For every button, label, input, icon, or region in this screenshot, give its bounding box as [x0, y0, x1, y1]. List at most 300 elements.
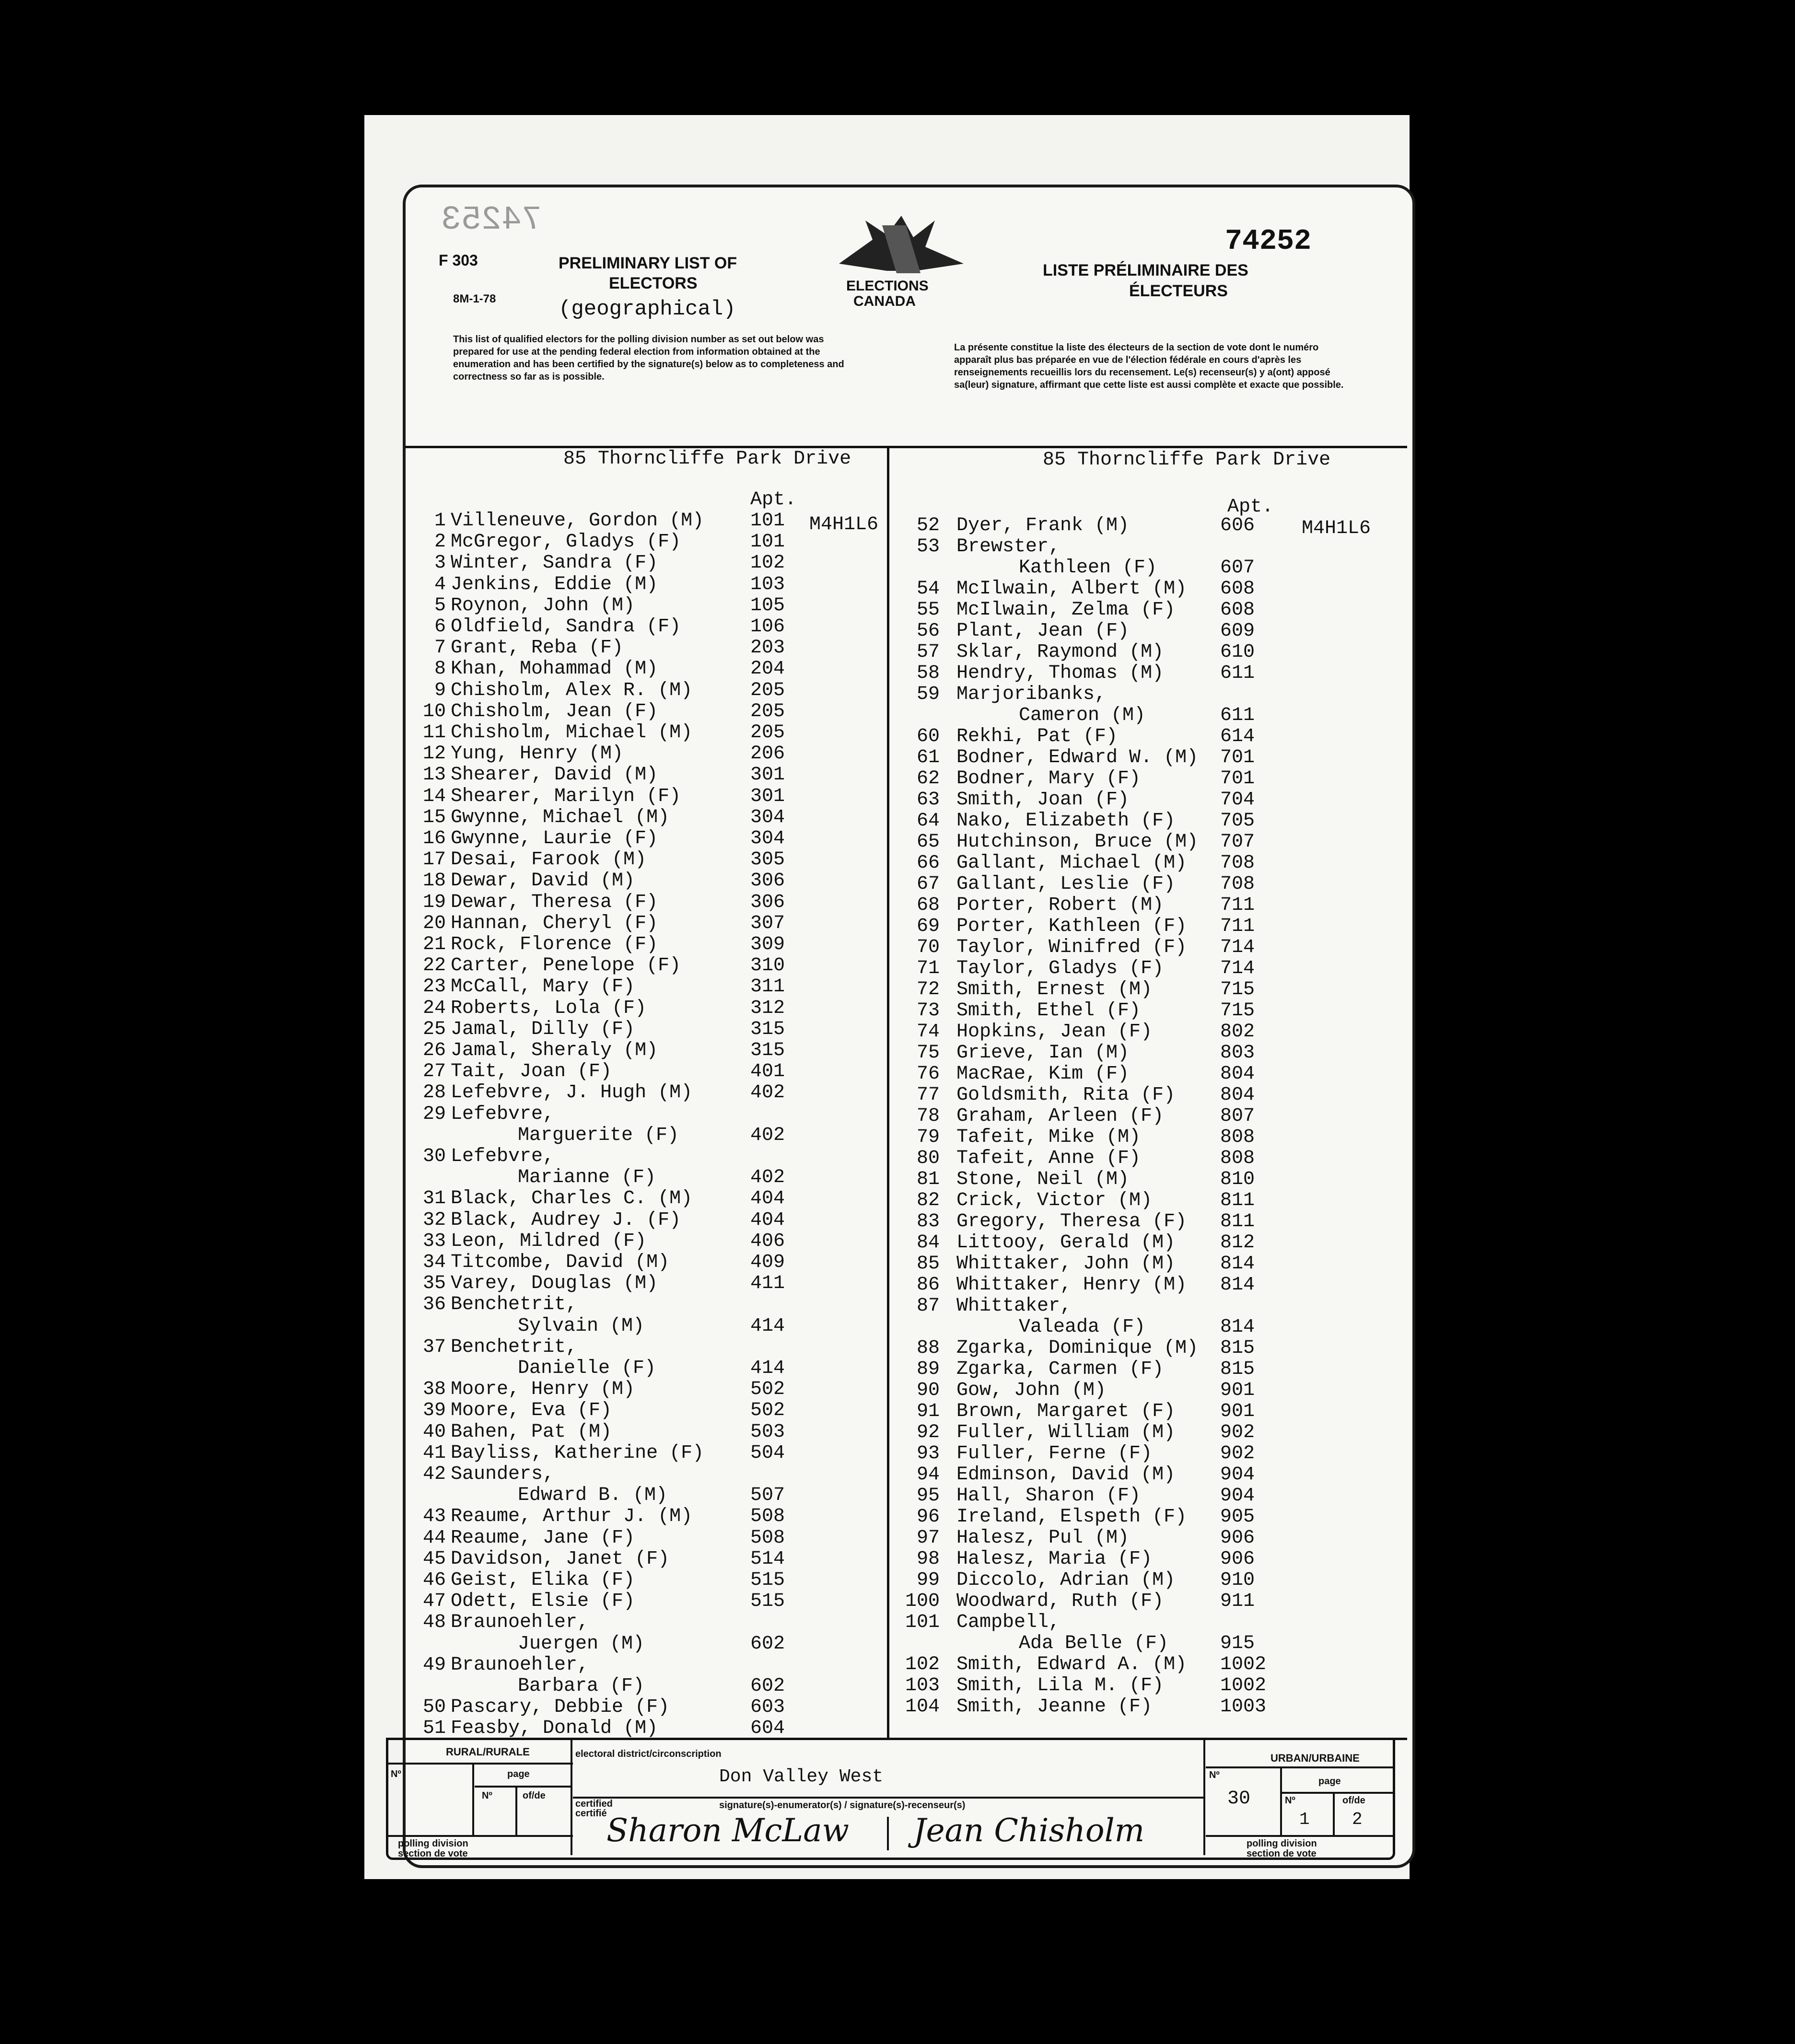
elector-name: Hopkins, Jean (F) [956, 1021, 1153, 1043]
elector-name: Odett, Elsie (F) [451, 1591, 635, 1613]
elector-apartment: 803 [1220, 1042, 1255, 1064]
elector-apartment: 714 [1220, 958, 1255, 979]
elector-row [889, 536, 1407, 557]
elector-number: 83 [916, 1211, 940, 1232]
certified-label: certified [575, 1799, 613, 1809]
elector-row [889, 1675, 1407, 1696]
elector-name: Moore, Henry (M) [451, 1379, 635, 1401]
elector-apartment: 902 [1220, 1422, 1255, 1443]
elector-number: 88 [916, 1337, 940, 1359]
elector-row-continued [408, 1316, 885, 1337]
elector-apartment: 306 [750, 870, 785, 892]
form-date: 8M-1-78 [453, 292, 496, 305]
elector-name: Jamal, Sheraly (M) [451, 1040, 658, 1061]
elector-apartment: 203 [750, 637, 785, 659]
elector-apartment: 406 [750, 1230, 785, 1252]
elector-row [408, 1443, 885, 1464]
elector-row-continued [408, 1358, 885, 1379]
elector-row [408, 638, 885, 659]
elector-number: 3 [434, 552, 446, 574]
elector-row [408, 976, 885, 998]
elector-name: Chisholm, Alex R. (M) [451, 679, 693, 701]
signature-label: signature(s)-enumerator(s) / signature(s)-recenseur(s) [719, 1800, 966, 1811]
elector-given-name: Valeada (F) [1019, 1316, 1146, 1338]
elector-number: 70 [916, 937, 940, 958]
logo-text-fr: CANADA [853, 293, 916, 309]
elector-name: Braunoehler, [451, 1654, 589, 1676]
elector-name: Dewar, Theresa (F) [451, 891, 658, 913]
elector-apartment: 804 [1220, 1084, 1255, 1106]
logo-text-en: ELECTIONS [846, 278, 929, 294]
signature-1: Sharon McLaw [606, 1812, 850, 1849]
elector-row [408, 1591, 885, 1612]
elector-row [408, 532, 885, 553]
elector-name: Grant, Reba (F) [451, 637, 624, 659]
elector-number: 5 [434, 594, 446, 616]
elector-apartment: 608 [1220, 578, 1255, 600]
elector-name: Smith, Lila M. (F) [956, 1675, 1164, 1696]
elector-row [408, 934, 885, 955]
elector-given-name: Danielle (F) [518, 1358, 656, 1379]
elector-apartment: 910 [1220, 1569, 1255, 1591]
elector-number: 22 [422, 955, 446, 977]
elector-row [408, 1082, 885, 1103]
elector-name: Whittaker, John (M) [956, 1253, 1176, 1275]
elector-row [889, 1000, 1407, 1022]
elector-name: Taylor, Gladys (F) [956, 958, 1164, 979]
elector-row [889, 1232, 1407, 1254]
elector-row [408, 786, 885, 807]
elector-row [408, 1104, 885, 1125]
elector-name: Lefebvre, [451, 1146, 555, 1167]
elector-row [889, 1085, 1407, 1106]
elector-number: 11 [422, 722, 446, 743]
elector-apartment: 515 [750, 1591, 785, 1613]
elector-name: Lefebvre, [451, 1103, 555, 1125]
elector-row [408, 871, 885, 892]
elector-number: 93 [916, 1443, 940, 1464]
elector-row [408, 1337, 885, 1358]
left-address: 85 Thorncliffe Park Drive [563, 448, 851, 470]
elector-apartment: 404 [750, 1209, 785, 1231]
elector-apartment: 402 [750, 1082, 785, 1104]
elector-name: Hannan, Cheryl (F) [451, 912, 658, 934]
rural-no-label: Nº [391, 1769, 401, 1779]
elector-number: 12 [422, 743, 446, 765]
rural-polling-label-fr: section de vote [398, 1848, 468, 1859]
urban-bottom-line [1206, 1835, 1393, 1837]
elector-row [408, 1549, 885, 1570]
elector-row [408, 955, 885, 976]
elector-row [889, 1696, 1407, 1718]
elector-apartment: 101 [750, 531, 785, 553]
elector-apartment: 802 [1220, 1021, 1255, 1043]
district-label: electoral district/circonscription [575, 1749, 722, 1759]
elector-row [889, 600, 1407, 621]
rural-bottom-line [386, 1835, 573, 1837]
elector-name: Reaume, Jane (F) [451, 1527, 635, 1549]
elector-apartment: 814 [1220, 1316, 1255, 1338]
elector-apartment: 715 [1220, 1000, 1255, 1022]
elector-number: 17 [422, 849, 446, 871]
elector-number: 103 [905, 1675, 940, 1696]
elector-apartment: 905 [1220, 1506, 1255, 1528]
elector-row [889, 663, 1407, 684]
elector-name: Davidson, Janet (F) [451, 1548, 670, 1570]
elector-name: Campbell, [956, 1612, 1061, 1633]
stamp-number-faded: 74253 [441, 201, 542, 239]
elector-name: Gregory, Theresa (F) [956, 1211, 1187, 1232]
title-fr-line1: LISTE PRÉLIMINAIRE DES [1043, 261, 1248, 279]
elector-number: 30 [422, 1146, 446, 1167]
elector-apartment: 305 [750, 849, 785, 871]
elector-name: Braunoehler, [451, 1612, 589, 1634]
elector-apartment: 902 [1220, 1443, 1255, 1464]
elector-name: Hutchinson, Bruce (M) [956, 831, 1199, 853]
elector-row [889, 1169, 1407, 1190]
elector-number: 39 [422, 1400, 446, 1422]
elector-name: Whittaker, Henry (M) [956, 1274, 1187, 1296]
elector-number: 27 [422, 1061, 446, 1083]
elector-row-continued [408, 1485, 885, 1506]
elector-row [408, 743, 885, 765]
elector-apartment: 504 [750, 1442, 785, 1464]
elector-number: 84 [916, 1232, 940, 1254]
elector-row [408, 998, 885, 1019]
elector-name: Nako, Elizabeth (F) [956, 810, 1176, 832]
elector-name: Smith, Jeanne (F) [956, 1696, 1153, 1718]
rural-label-line [386, 1763, 573, 1765]
elector-name: Dyer, Frank (M) [956, 515, 1130, 536]
elector-name: Grieve, Ian (M) [956, 1042, 1130, 1064]
left-apt-header: Apt. [750, 489, 797, 511]
intro-text-fr: La présente constitue la liste des électeurs de la section de vote dont le numéro apparaît plus bas préparée en vue de l'élection fédérale en cours d'après les renseignements recueillis lors du recensement. Le(s) recenseur(s) y a(ont) apposé sa(leur) signature, affirmant que cette liste est aussi complète et exacte que possible. [954, 342, 1344, 390]
elector-number: 71 [916, 958, 940, 979]
elector-number: 54 [916, 578, 940, 600]
elector-apartment: 602 [750, 1633, 785, 1655]
elector-name: Sklar, Raymond (M) [956, 641, 1164, 663]
elector-name: Woodward, Ruth (F) [956, 1591, 1164, 1612]
elector-apartment: 508 [750, 1527, 785, 1549]
elector-apartment: 810 [1220, 1169, 1255, 1190]
elector-number: 20 [422, 912, 446, 934]
elector-number: 86 [916, 1274, 940, 1296]
elector-number: 8 [434, 658, 446, 680]
elector-apartment: 402 [750, 1167, 785, 1189]
elector-number: 69 [916, 916, 940, 937]
elector-number: 74 [916, 1021, 940, 1043]
elector-name: Gallant, Leslie (F) [956, 873, 1176, 895]
elector-number: 81 [916, 1169, 940, 1190]
elector-number: 31 [422, 1188, 446, 1210]
elector-number: 99 [916, 1569, 940, 1591]
elector-number: 6 [434, 616, 446, 638]
elector-number: 67 [916, 873, 940, 895]
elector-number: 21 [422, 934, 446, 955]
elector-name: Black, Charles C. (M) [451, 1188, 693, 1210]
elector-number: 94 [916, 1464, 940, 1486]
elector-name: Hendry, Thomas (M) [956, 662, 1164, 684]
intro-text-en: This list of qualified electors for the polling division number as set out below was prepared for use at the pending federal election from information obtained at the enumeration and has been certified by the signature(s) below as to completeness and correctness so far as is possible. [453, 334, 844, 382]
elector-row [408, 616, 885, 638]
elector-name: Titcombe, David (M) [451, 1252, 670, 1273]
elector-name: Smith, Joan (F) [956, 789, 1130, 811]
elector-row [889, 1401, 1407, 1422]
elector-row [408, 1655, 885, 1676]
elector-number: 10 [422, 700, 446, 722]
elector-name: Brewster, [956, 536, 1061, 557]
urban-row-line [1282, 1792, 1393, 1794]
elector-row-continued [408, 1634, 885, 1655]
elector-name: Porter, Robert (M) [956, 894, 1164, 916]
elector-name: Littooy, Gerald (M) [956, 1232, 1176, 1254]
right-apt-header: Apt. [1227, 496, 1274, 518]
elector-apartment: 315 [750, 1040, 785, 1061]
elector-apartment: 901 [1220, 1401, 1255, 1422]
urban-no: 30 [1227, 1788, 1251, 1810]
elector-apartment: 205 [750, 700, 785, 722]
elector-apartment: 614 [1220, 726, 1255, 747]
elector-number: 98 [916, 1548, 940, 1570]
elector-row [408, 1528, 885, 1549]
elector-apartment: 1002 [1220, 1675, 1267, 1696]
title-en-line1: PRELIMINARY LIST OF [559, 254, 737, 272]
elector-apartment: 807 [1220, 1105, 1255, 1127]
urban-page-no: 1 [1299, 1810, 1310, 1829]
elector-number: 82 [916, 1190, 940, 1211]
elector-apartment: 312 [750, 997, 785, 1019]
rural-page-label: page [507, 1769, 530, 1779]
elector-apartment: 101 [750, 510, 785, 532]
elector-number: 36 [422, 1294, 446, 1316]
elector-row [408, 807, 885, 828]
elector-name: Tafeit, Anne (F) [956, 1148, 1141, 1169]
elector-row [889, 747, 1407, 768]
elector-name: Dewar, David (M) [451, 870, 635, 892]
elector-row [408, 1146, 885, 1167]
elector-apartment: 904 [1220, 1485, 1255, 1507]
elector-row [889, 684, 1407, 705]
right-address: 85 Thorncliffe Park Drive [1043, 449, 1331, 471]
elector-name: Roynon, John (M) [451, 594, 635, 616]
elector-row [889, 1380, 1407, 1401]
elector-name: Jamal, Dilly (F) [451, 1018, 635, 1040]
elector-name: Carter, Penelope (F) [451, 955, 681, 977]
elector-number: 77 [916, 1084, 940, 1106]
elector-number: 19 [422, 891, 446, 913]
right-column [889, 448, 1407, 1738]
elector-name: Bodner, Mary (F) [956, 768, 1141, 790]
elector-number: 76 [916, 1063, 940, 1085]
elector-number: 47 [422, 1591, 446, 1613]
elector-row [408, 849, 885, 871]
elector-number: 66 [916, 852, 940, 874]
elector-apartment: 414 [750, 1358, 785, 1379]
elector-row [889, 1254, 1407, 1275]
elector-row [408, 1718, 885, 1739]
elector-number: 26 [422, 1040, 446, 1061]
elector-number: 42 [422, 1463, 446, 1485]
elector-apartment: 502 [750, 1400, 785, 1422]
rural-row-line [475, 1786, 571, 1788]
district-name: Don Valley West [719, 1766, 884, 1787]
elector-number: 33 [422, 1230, 446, 1252]
elector-apartment: 206 [750, 743, 785, 765]
elector-number: 44 [422, 1527, 446, 1549]
elector-number: 25 [422, 1018, 446, 1040]
elector-name: Bahen, Pat (M) [451, 1421, 612, 1443]
elector-apartment: 304 [750, 828, 785, 849]
elector-name: Yung, Henry (M) [451, 743, 624, 765]
elector-name: Black, Audrey J. (F) [451, 1209, 681, 1231]
elector-number: 43 [422, 1506, 446, 1528]
elector-apartment: 814 [1220, 1253, 1255, 1275]
signature-2: Jean Chisholm [913, 1812, 1145, 1849]
elector-apartment: 502 [750, 1379, 785, 1401]
elector-row [408, 1464, 885, 1485]
elector-apartment: 707 [1220, 831, 1255, 853]
elector-number: 78 [916, 1105, 940, 1127]
elector-apartment: 301 [750, 785, 785, 807]
elector-row [889, 1549, 1407, 1570]
district-line [573, 1797, 1203, 1799]
elector-apartment: 701 [1220, 768, 1255, 790]
elector-number: 50 [422, 1696, 446, 1719]
elector-apartment: 915 [1220, 1633, 1255, 1654]
elector-name: Hall, Sharon (F) [956, 1485, 1141, 1507]
elector-number: 63 [916, 789, 940, 811]
elector-row [889, 621, 1407, 642]
title-fr-line2: ÉLECTEURS [1129, 282, 1228, 300]
elector-name: Rock, Florence (F) [451, 934, 658, 955]
elector-row [408, 701, 885, 722]
elector-apartment: 606 [1220, 515, 1255, 536]
elector-row-continued [889, 1317, 1407, 1338]
elector-apartment: 102 [750, 552, 785, 574]
elector-number: 97 [916, 1527, 940, 1549]
elector-number: 60 [916, 726, 940, 747]
elector-number: 75 [916, 1042, 940, 1064]
elector-number: 79 [916, 1127, 940, 1148]
elector-number: 18 [422, 870, 446, 892]
signature-divider [887, 1817, 889, 1850]
urban-page-of: 2 [1352, 1810, 1363, 1829]
elector-number: 96 [916, 1506, 940, 1528]
elector-name: Porter, Kathleen (F) [956, 916, 1187, 937]
elector-number: 41 [422, 1442, 446, 1464]
elector-number: 59 [916, 684, 940, 705]
urban-page-no-label: Nº [1285, 1795, 1295, 1806]
elector-name: Winter, Sandra (F) [451, 552, 658, 574]
elector-row-continued [889, 1633, 1407, 1654]
elector-number: 73 [916, 1000, 940, 1022]
elector-apartment: 901 [1220, 1380, 1255, 1401]
elector-row [408, 680, 885, 701]
elector-apartment: 708 [1220, 873, 1255, 895]
rural-label: RURAL/RURALE [446, 1746, 530, 1758]
elector-apartment: 715 [1220, 979, 1255, 1000]
elector-number: 87 [916, 1295, 940, 1317]
elector-apartment: 310 [750, 955, 785, 977]
elector-name: Halesz, Pul (M) [956, 1527, 1130, 1549]
elector-name: Roberts, Lola (F) [451, 997, 647, 1019]
elector-apartment: 804 [1220, 1063, 1255, 1085]
elector-number: 91 [916, 1401, 940, 1422]
elector-row [408, 1506, 885, 1527]
elector-number: 16 [422, 828, 446, 849]
elector-name: Chisholm, Michael (M) [451, 722, 693, 743]
elector-given-name: Cameron (M) [1019, 705, 1146, 726]
elector-row-continued [889, 557, 1407, 579]
elector-name: Fuller, William (M) [956, 1422, 1176, 1443]
elector-apartment: 815 [1220, 1359, 1255, 1380]
elector-row [889, 1528, 1407, 1549]
elector-name: Tait, Joan (F) [451, 1061, 612, 1083]
elector-row [408, 1697, 885, 1718]
elector-name: Khan, Mohammad (M) [451, 658, 658, 680]
elector-number: 49 [422, 1654, 446, 1676]
elector-number: 24 [422, 997, 446, 1019]
elector-row [889, 768, 1407, 790]
elector-row [889, 1127, 1407, 1148]
elector-row [889, 1211, 1407, 1232]
elector-row [889, 1190, 1407, 1211]
elector-number: 38 [422, 1379, 446, 1401]
elector-apartment: 701 [1220, 747, 1255, 768]
urban-page-label: page [1318, 1776, 1341, 1787]
elector-given-name: Ada Belle (F) [1019, 1633, 1169, 1654]
elector-number: 85 [916, 1253, 940, 1275]
elector-number: 34 [422, 1252, 446, 1273]
elector-apartment: 708 [1220, 852, 1255, 874]
title-en-line2: ELECTORS [609, 274, 698, 292]
elector-number: 29 [422, 1103, 446, 1125]
elector-number: 65 [916, 831, 940, 853]
elector-apartment: 607 [1220, 557, 1255, 579]
elector-name: Bayliss, Katherine (F) [451, 1442, 704, 1464]
elector-apartment: 103 [750, 573, 785, 595]
elector-name: McIlwain, Albert (M) [956, 578, 1187, 600]
elector-row [408, 1570, 885, 1591]
elector-row [408, 1273, 885, 1294]
elector-row [889, 726, 1407, 747]
elector-apartment: 401 [750, 1061, 785, 1083]
elector-name: Smith, Ernest (M) [956, 979, 1153, 1000]
elector-apartment: 711 [1220, 916, 1255, 937]
elector-row [408, 1400, 885, 1421]
elector-name: Shearer, Marilyn (F) [451, 785, 681, 807]
elector-apartment: 610 [1220, 641, 1255, 663]
left-postal-code: M4H1L6 [809, 514, 879, 535]
elector-name: Villeneuve, Gordon (M) [451, 510, 704, 532]
elector-apartment: 609 [1220, 620, 1255, 642]
elector-number: 13 [422, 764, 446, 786]
elector-name: Benchetrit, [451, 1294, 578, 1316]
elector-number: 9 [434, 679, 446, 701]
elector-row [408, 1379, 885, 1400]
elector-given-name: Barbara (F) [518, 1675, 645, 1697]
elector-number: 28 [422, 1082, 446, 1104]
elector-name: Geist, Elika (F) [451, 1569, 635, 1591]
elector-given-name: Sylvain (M) [518, 1315, 645, 1337]
elector-row [889, 1422, 1407, 1443]
urban-no-label: Nº [1209, 1770, 1220, 1780]
elector-number: 32 [422, 1209, 446, 1231]
elector-row [408, 553, 885, 574]
elector-number: 23 [422, 976, 446, 998]
elector-name: Chisholm, Jean (F) [451, 700, 658, 722]
elector-apartment: 105 [750, 594, 785, 616]
